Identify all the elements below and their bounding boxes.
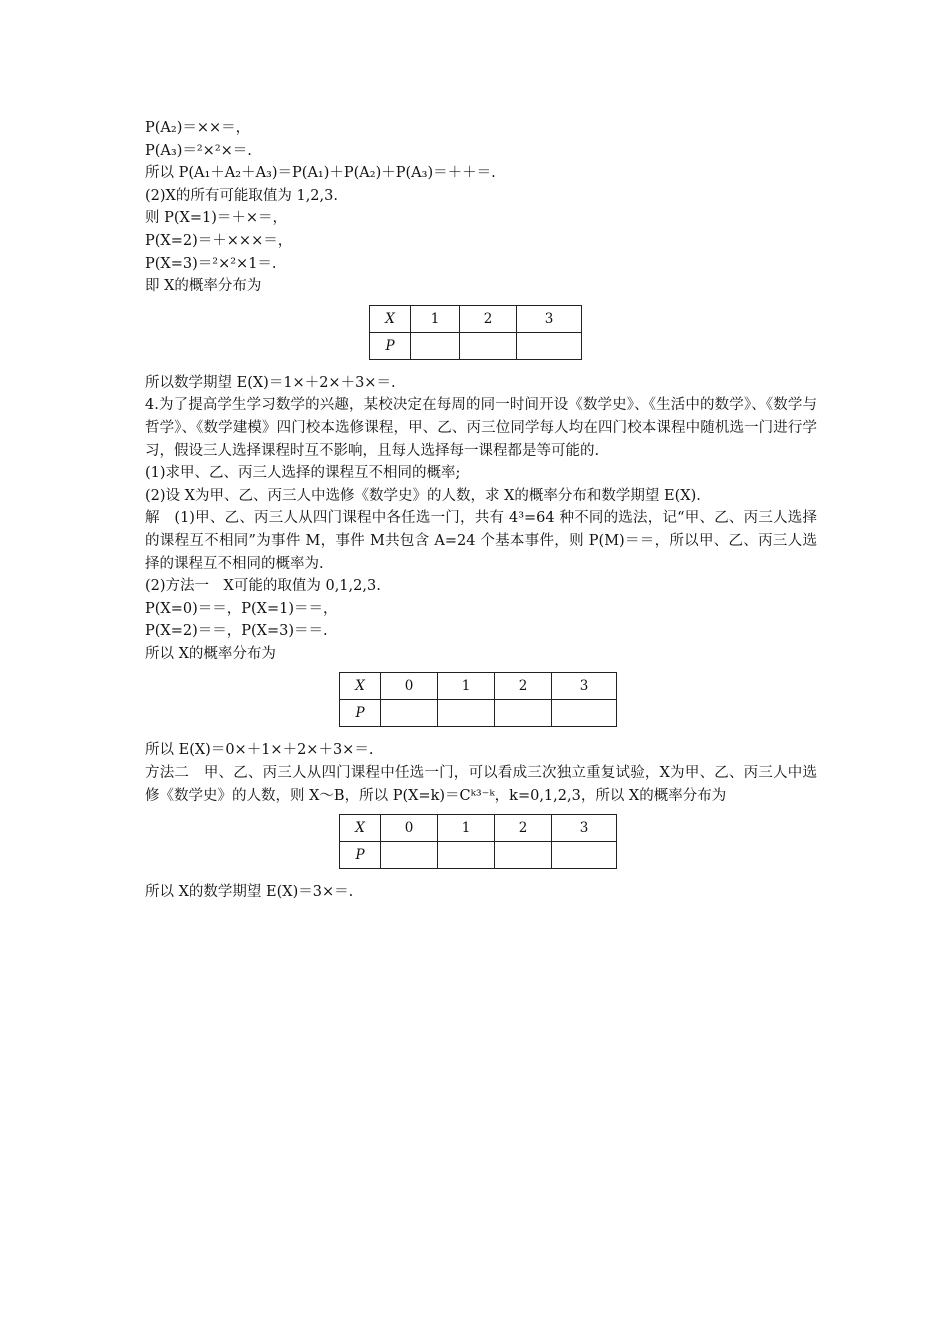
table-header-cell: 1 bbox=[438, 673, 495, 700]
table-header-cell: 2 bbox=[495, 673, 552, 700]
table-cell bbox=[552, 842, 617, 869]
table-row bbox=[370, 305, 582, 332]
text-line: 则 P(X=1)＝＋×＝， bbox=[145, 210, 288, 227]
table-header-cell: 2 bbox=[495, 815, 552, 842]
table-row-label: P bbox=[340, 842, 381, 869]
table-row bbox=[370, 332, 582, 359]
table-cell bbox=[460, 332, 517, 359]
table-header-cell: X bbox=[370, 305, 411, 332]
text-line: 所以 E(X)＝0×＋1×＋2×＋3×＝. bbox=[145, 742, 374, 759]
text-line: (2)方法一 X可能的取值为 0,1,2,3. bbox=[145, 578, 381, 595]
table-header-cell: 0 bbox=[381, 815, 438, 842]
text-line: P(A₂)＝××＝， bbox=[145, 120, 251, 136]
table-row bbox=[340, 700, 617, 727]
table-header-cell: 1 bbox=[411, 305, 460, 332]
table-cell bbox=[381, 700, 438, 727]
table-row bbox=[340, 842, 617, 869]
text-line: 所以 P(A₁＋A₂＋A₃)＝P(A₁)＋P(A₂)＋P(A₃)＝＋＋＝. bbox=[145, 165, 496, 182]
distribution-table-3 bbox=[339, 814, 617, 869]
table-header-cell: X bbox=[340, 815, 381, 842]
table-header-cell: 1 bbox=[438, 815, 495, 842]
text-line: P(A₃)＝²×²×＝. bbox=[145, 142, 252, 159]
document-page bbox=[145, 117, 817, 904]
distribution-table-2 bbox=[339, 672, 617, 727]
table-row bbox=[340, 815, 617, 842]
text-line: 所以 X的概率分布为 bbox=[145, 645, 276, 662]
method-2-text: 方法二 甲、乙、丙三人从四门课程中任选一门，可以看成三次独立重复试验，X为甲、乙、丙三人中选修《数学史》的人数，则 X～B，所以 P(X=k)＝Cᵏ³⁻ᵏ，k=0,1,2,3，所以 X的概率分布为 bbox=[145, 765, 817, 804]
text-line: 所以数学期望 E(X)＝1×＋2×＋3×＝. bbox=[145, 374, 396, 391]
text-line: P(X=2)＝＋×××＝， bbox=[145, 232, 293, 249]
table-cell bbox=[517, 332, 582, 359]
table-cell bbox=[411, 332, 460, 359]
table-header-cell: 3 bbox=[552, 815, 617, 842]
question-4-text: 4.为了提高学生学习数学的兴趣，某校决定在每周的同一时间开设《数学史》、《生活中的数学》、《数学与哲学》、《数学建模》四门校本选修课程，甲、乙、丙三位同学每人均在四门校本课程中随机选一门进行学习，假设三人选择课程时互不影响，且每人选择每一课程都是等可能的. bbox=[145, 397, 817, 459]
text-line: (2)X的所有可能取值为 1,2,3. bbox=[145, 187, 338, 204]
table-cell bbox=[495, 700, 552, 727]
text-line: 所以 X的数学期望 E(X)＝3×＝. bbox=[145, 884, 354, 901]
distribution-table-1 bbox=[369, 305, 582, 360]
solution-part-1: 解 (1)甲、乙、丙三人从四门课程中各任选一门，共有 4³=64 种不同的选法，记“甲、乙、丙三人选择的课程互不相同”为事件 M，事件 M共包含 A=24 个基本事件，则 P(M)＝＝，所以甲、乙、丙三人选择的课程互不相同的概率为. bbox=[145, 510, 817, 572]
text-line: P(X=3)＝²×²×1＝. bbox=[145, 255, 277, 272]
table-row-label: P bbox=[340, 700, 381, 727]
table-header-cell: 2 bbox=[460, 305, 517, 332]
text-line: P(X=0)＝＝，P(X=1)＝＝， bbox=[145, 600, 338, 617]
question-4-part-1: (1)求甲、乙、丙三人选择的课程互不相同的概率; bbox=[145, 465, 461, 482]
table-row-label: P bbox=[370, 332, 411, 359]
table-header-cell: 3 bbox=[517, 305, 582, 332]
table-header-cell: X bbox=[340, 673, 381, 700]
table-row bbox=[340, 673, 617, 700]
table-header-cell: 0 bbox=[381, 673, 438, 700]
text-line: 即 X的概率分布为 bbox=[145, 278, 262, 295]
table-cell bbox=[381, 842, 438, 869]
table-header-cell: 3 bbox=[552, 673, 617, 700]
table-cell bbox=[438, 700, 495, 727]
question-4-part-2: (2)设 X为甲、乙、丙三人中选修《数学史》的人数，求 X的概率分布和数学期望 E(X). bbox=[145, 487, 701, 504]
table-cell bbox=[438, 842, 495, 869]
table-cell bbox=[552, 700, 617, 727]
text-line: P(X=2)＝＝，P(X=3)＝＝. bbox=[145, 623, 328, 640]
table-cell bbox=[495, 842, 552, 869]
